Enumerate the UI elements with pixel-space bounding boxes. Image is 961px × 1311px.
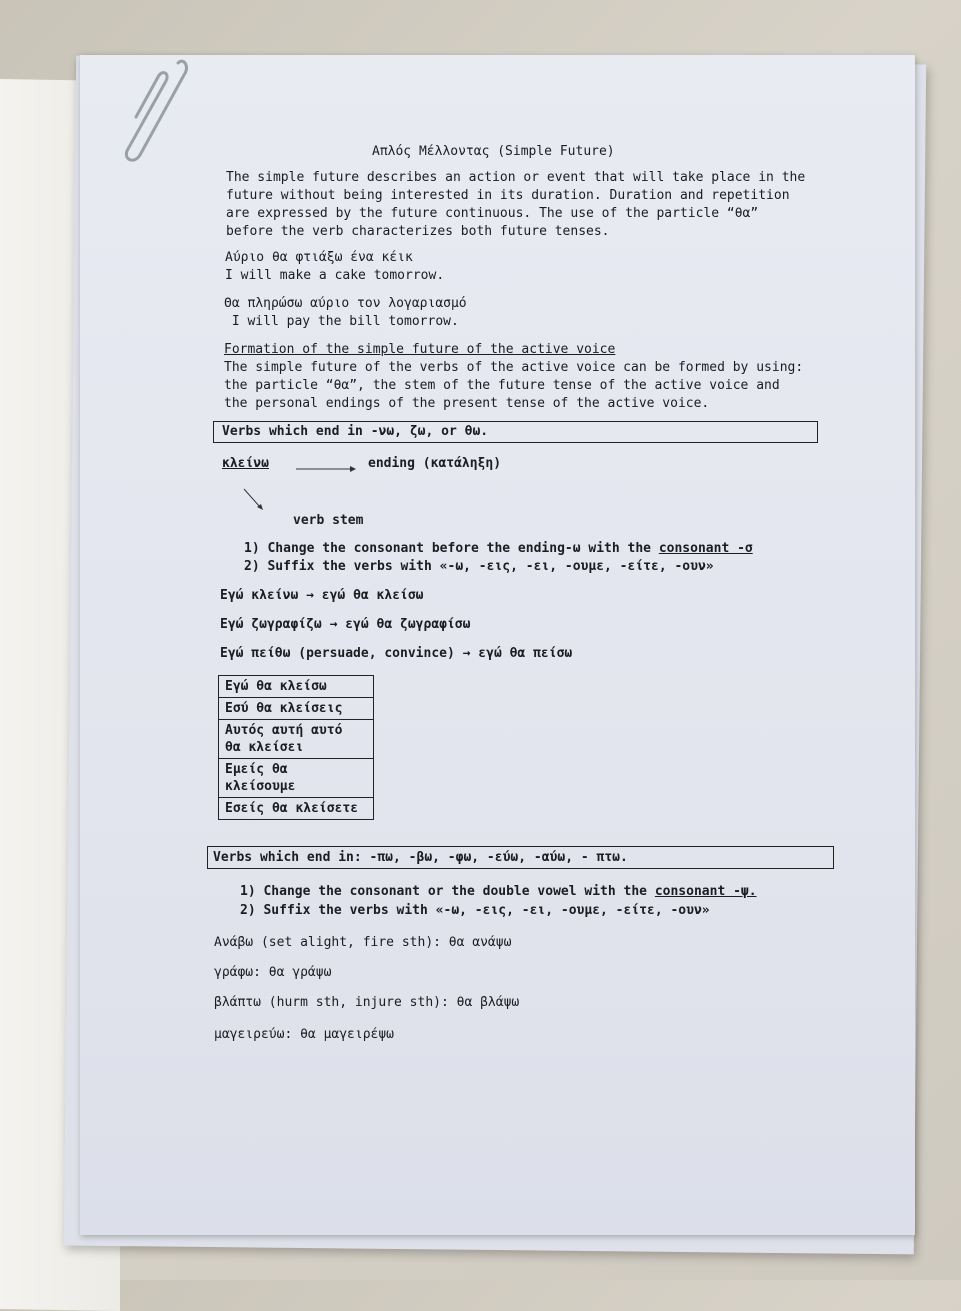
conjugation-table xyxy=(218,675,374,820)
arrow-to-ending xyxy=(294,463,358,475)
intro-line: future without being interested in its duration. Duration and repetition xyxy=(226,188,790,203)
example-english: I will pay the bill tomorrow. xyxy=(224,314,459,329)
diagram-ending-label: ending (κατάληξη) xyxy=(368,456,502,471)
rule-line: 1) Change the consonant before the ending-ω with the consonant -σ xyxy=(244,541,753,556)
formation-line: The simple future of the verbs of the active voice can be formed by using: xyxy=(224,360,804,375)
page-title: Απλός Μέλλοντας (Simple Future) xyxy=(372,144,615,159)
rule-line: 2) Suffix the verbs with «-ω, -εις, -ει, -ουμε, -είτε, -ουν» xyxy=(244,559,714,574)
formation-heading: Formation of the simple future of the active voice xyxy=(224,342,616,357)
paperclip-icon xyxy=(118,55,188,165)
section1-label: Verbs which end in -νω, ζω, or θω. xyxy=(222,424,489,439)
rule-line: 2) Suffix the verbs with «-ω, -εις, -ει, -ουμε, -είτε, -ουν» xyxy=(240,903,710,918)
example-english: I will make a cake tomorrow. xyxy=(225,268,445,283)
section2-example: γράφω: θα γράψω xyxy=(214,965,332,980)
intro-line: before the verb characterizes both future tenses. xyxy=(226,224,610,239)
rule-line: 1) Change the consonant or the double vowel with the consonant -ψ. xyxy=(240,884,757,899)
intro-line: The simple future describes an action or event that will take place in the xyxy=(226,170,806,185)
transform-example: Εγώ κλείνω → εγώ θα κλείσω xyxy=(220,588,424,603)
formation-line: the particle “θα”, the stem of the future tense of the active voice and xyxy=(224,378,780,393)
transform-example: Εγώ πείθω (persuade, convince) → εγώ θα πείσω xyxy=(220,646,573,661)
example-greek: Θα πληρώσω αύριο τον λογαριασμό xyxy=(224,296,467,311)
intro-line: are expressed by the future continuous. The use of the particle “θα” xyxy=(226,206,759,221)
conjugation-cell: Εσύ θα κλείσεις xyxy=(219,698,374,720)
conjugation-cell: Εσείς θα κλείσετε xyxy=(219,798,374,820)
arrow-to-stem xyxy=(242,487,266,513)
conjugation-cell: Εμείς θα κλείσουμε xyxy=(219,759,374,798)
example-greek: Αύριο θα φτιάξω ένα κέικ xyxy=(225,250,413,265)
conjugation-cell: Εγώ θα κλείσω xyxy=(219,676,374,698)
diagram-verb: κλείνω xyxy=(222,456,269,471)
section2-label: Verbs which end in: -πω, -βω, -φω, -εύω, -αύω, - πτω. xyxy=(213,850,628,865)
section2-box xyxy=(207,846,834,869)
worksheet-page xyxy=(80,55,915,1235)
section1-box xyxy=(213,421,818,443)
transform-example: Εγώ ζωγραφίζω → εγώ θα ζωγραφίσω xyxy=(220,617,471,632)
section2-example: βλάπτω (hurm sth, injure sth): θα βλάψω xyxy=(214,995,520,1010)
diagram-stem-label: verb stem xyxy=(293,513,364,528)
section2-example: μαγειρεύω: θα μαγειρέψω xyxy=(214,1027,395,1042)
conjugation-cell: Αυτός αυτή αυτό θα κλείσει xyxy=(219,720,374,759)
formation-line: the personal endings of the present tense of the active voice. xyxy=(224,396,710,411)
section2-example: Ανάβω (set alight, fire sth): θα ανάψω xyxy=(214,935,512,950)
